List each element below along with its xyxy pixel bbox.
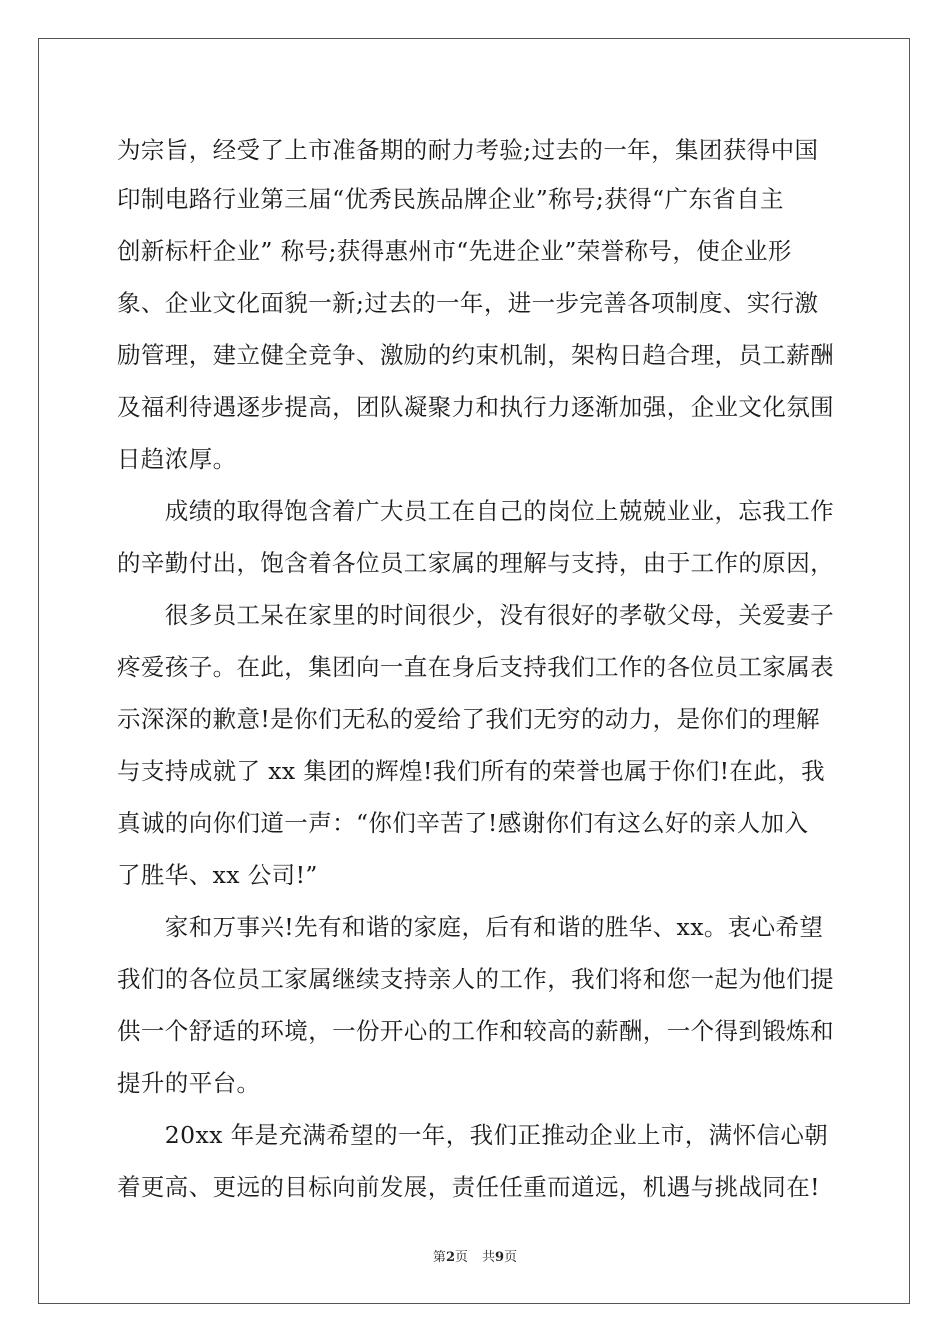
- text-line: 示深深的歉意!是你们无私的爱给了我们无穷的动力，是你们的理解: [117, 705, 820, 733]
- total-suffix: 页: [504, 1250, 518, 1265]
- text-line: 供一个舒适的环境，一份开心的工作和较高的薪酬，一个得到锻炼和: [117, 1017, 834, 1045]
- total-prefix: 共: [482, 1250, 496, 1265]
- page-footer: [0, 1246, 950, 1265]
- text-line: 为宗旨，经受了上市准备期的耐力考验;过去的一年，集团获得中国: [117, 136, 819, 164]
- text-line: 我们的各位员工家属继续支持亲人的工作，我们将和您一起为他们提: [117, 965, 834, 993]
- text-line: 与支持成就了 xx 集团的辉煌!我们所有的荣誉也属于你们!在此，我: [117, 757, 826, 785]
- text-line: 家和万事兴!先有和谐的家庭，后有和谐的胜华、xx。衷心希望: [117, 913, 824, 941]
- text-line: 的辛勤付出，饱含着各位员工家属的理解与支持，由于工作的原因，: [117, 549, 834, 577]
- text-line: 着更高、更远的目标向前发展，责任任重而道远，机遇与挑战同在!: [117, 1173, 820, 1201]
- text-line: 日趋浓厚。: [117, 445, 237, 473]
- text-line: 真诚的向你们道一声：“你们辛苦了!感谢你们有这么好的亲人加入: [117, 809, 809, 837]
- text-line: 了胜华、xx 公司!”: [117, 861, 318, 889]
- document-body: [117, 127, 833, 1213]
- text-line: 成绩的取得饱含着广大员工在自己的岗位上兢兢业业，忘我工作: [117, 497, 834, 525]
- text-line: 创新标杆企业” 称号;获得惠州市“先进企业”荣誉称号，使企业形: [117, 237, 792, 265]
- text-line: 及福利待遇逐步提高，团队凝聚力和执行力逐渐加强，企业文化氛围: [117, 393, 834, 421]
- text-line: 印制电路行业第三届“优秀民族品牌企业”称号;获得“广东省自主: [117, 185, 784, 213]
- current-page-number: 2: [445, 1250, 455, 1265]
- text-line: 疼爱孩子。在此，集团向一直在身后支持我们工作的各位员工家属表: [117, 653, 834, 681]
- text-line: 象、企业文化面貌一新;过去的一年，进一步完善各项制度、实行激: [117, 289, 819, 317]
- text-line: 励管理，建立健全竞争、激励的约束机制，架构日趋合理，员工薪酬: [117, 341, 834, 369]
- page-prefix: 第: [432, 1250, 446, 1265]
- text-line: 20xx 年是充满希望的一年，我们正推动企业上市，满怀信心朝: [117, 1121, 829, 1149]
- text-line: 提升的平台。: [117, 1069, 261, 1097]
- text-line: 很多员工呆在家里的时间很少，没有很好的孝敬父母，关爱妻子: [117, 601, 834, 629]
- page-suffix: 页: [454, 1250, 468, 1265]
- total-page-number: 9: [495, 1250, 505, 1265]
